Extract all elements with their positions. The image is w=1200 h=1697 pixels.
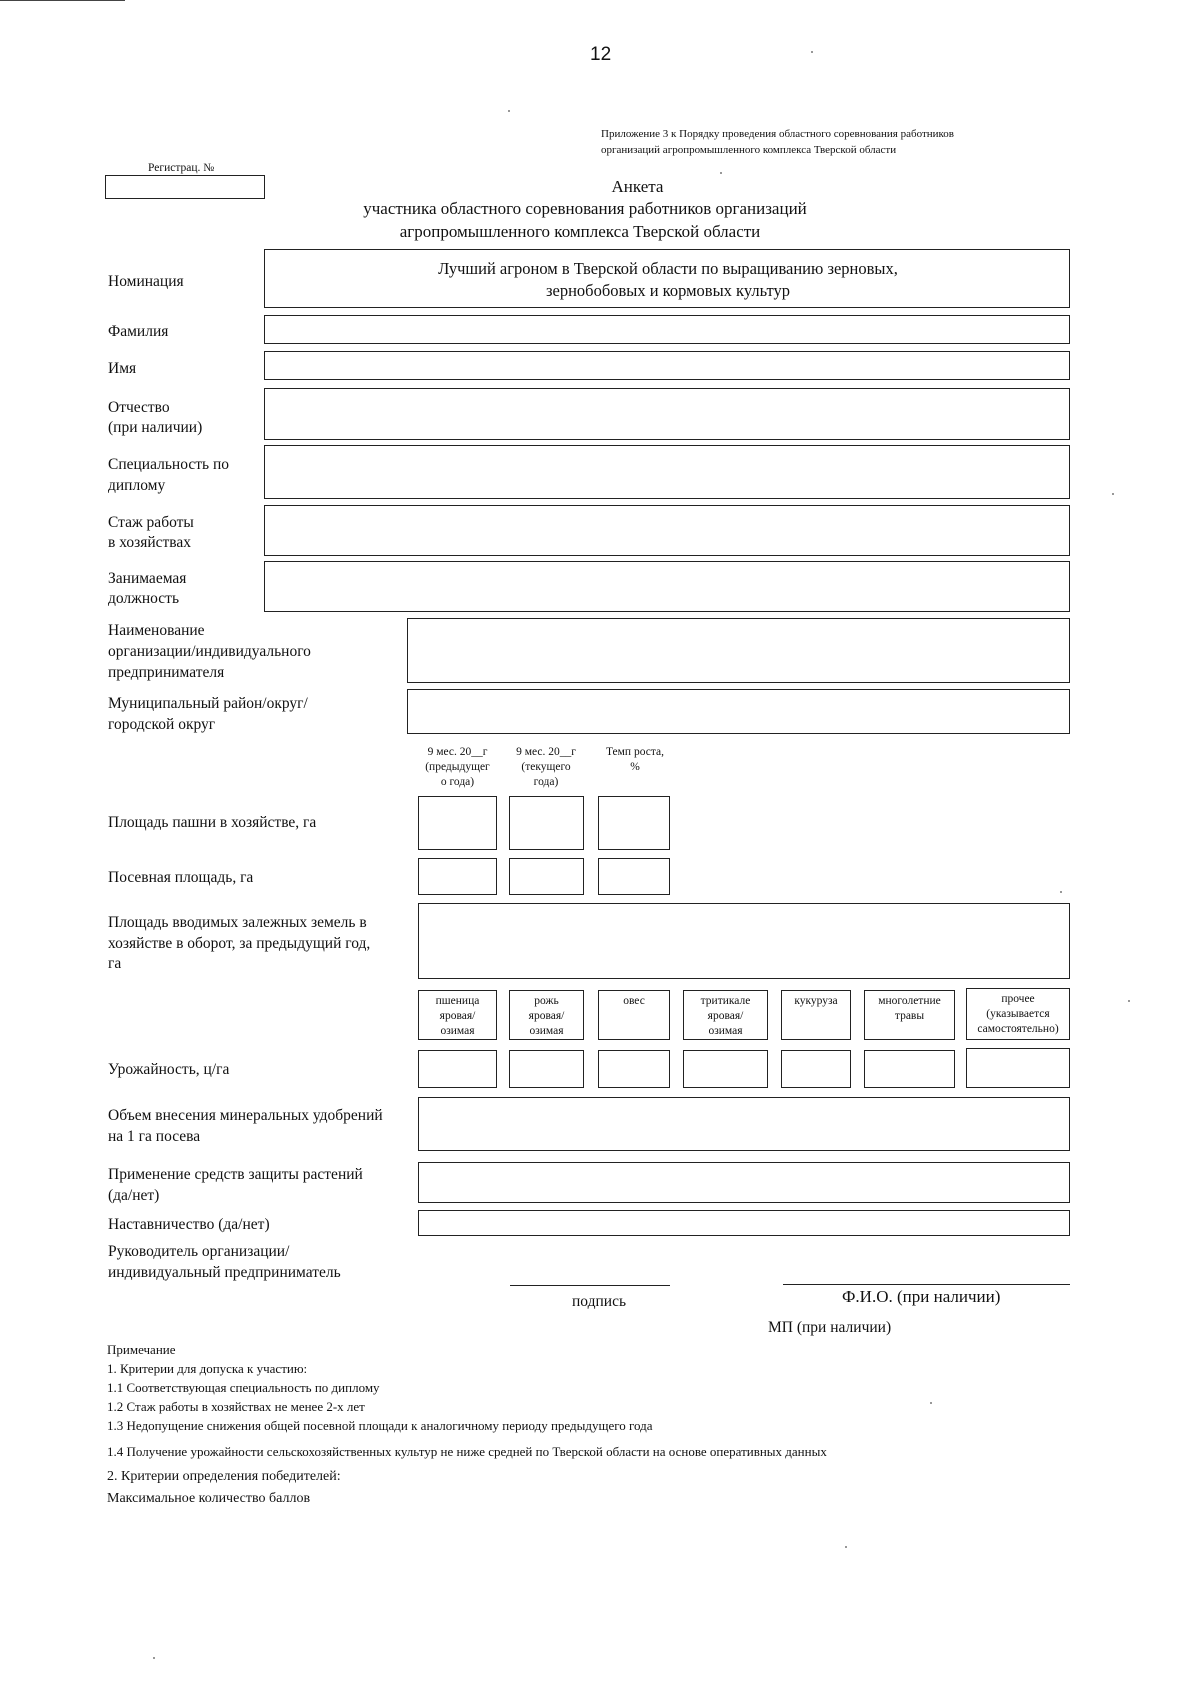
header-prev-3: о года) <box>440 776 475 788</box>
header-prev-1: 9 мес. 20__г <box>427 746 488 758</box>
fertilizer-label-2: на 1 га посева <box>108 1128 201 1145</box>
scan-speck <box>1060 891 1062 893</box>
org-label-3: предпринимателя <box>108 664 225 681</box>
crop-triticale-1: тритикале <box>700 995 751 1007</box>
crop-rye-3: озимая <box>529 1025 564 1037</box>
crop-header-rye <box>509 990 584 1040</box>
crop-other-2: (указывается <box>986 1008 1050 1020</box>
position-label-1: Занимаемая <box>108 570 187 587</box>
district-field[interactable] <box>407 689 1070 734</box>
crop-corn: кукуруза <box>794 995 838 1007</box>
name-label: Имя <box>108 360 137 377</box>
note-2-max: Максимальное количество баллов <box>107 1491 311 1506</box>
crop-oats: овес <box>623 995 645 1007</box>
yield-wheat-field[interactable] <box>418 1050 497 1088</box>
scan-edge-line <box>0 0 125 1</box>
arable-prev-field[interactable] <box>418 796 497 850</box>
crop-header-perennial <box>864 990 955 1040</box>
form-subtitle-1: участника областного соревнования работников организаций <box>363 199 807 218</box>
head-label-2: индивидуальный предприниматель <box>108 1264 341 1281</box>
yield-perennial-field[interactable] <box>864 1050 955 1088</box>
header-growth-rate <box>594 745 676 775</box>
registration-label: Регистрац. № <box>148 162 215 174</box>
form-title: Анкета <box>611 177 664 196</box>
yield-corn-field[interactable] <box>781 1050 851 1088</box>
scan-speck <box>720 172 722 174</box>
scan-speck <box>811 51 813 53</box>
org-label-1: Наименование <box>108 622 205 639</box>
position-field[interactable] <box>264 561 1070 612</box>
scan-speck <box>1128 1000 1130 1002</box>
protection-label-1: Применение средств защиты растений <box>108 1166 363 1183</box>
crop-wheat-3: озимая <box>440 1025 475 1037</box>
mentoring-label: Наставничество (да/нет) <box>108 1216 270 1233</box>
crop-triticale-3: озимая <box>708 1025 743 1037</box>
yield-label: Урожайность, ц/га <box>108 1061 230 1078</box>
scan-speck <box>508 110 510 112</box>
appendix-line-1: Приложение 3 к Порядку проведения областного соревнования работников <box>601 128 954 140</box>
nomination-field <box>264 249 1070 308</box>
sown-curr-field[interactable] <box>509 858 584 895</box>
note-2: 2. Критерии определения победителей: <box>107 1469 341 1484</box>
crop-header-oats <box>598 990 670 1040</box>
arable-area-label: Площадь пашни в хозяйстве, га <box>108 814 317 831</box>
head-label-1: Руководитель организации/ <box>108 1243 290 1260</box>
protection-field[interactable] <box>418 1162 1070 1203</box>
arable-rate-field[interactable] <box>598 796 670 850</box>
crop-rye-2: яровая/ <box>528 1010 565 1022</box>
header-curr-year <box>506 745 586 790</box>
note-1-4: 1.4 Получение урожайности сельскохозяйственных культур не ниже средней по Тверской области на основе оперативных данных <box>107 1444 827 1459</box>
yield-other-field[interactable] <box>966 1048 1070 1088</box>
nomination-value-2: зернобобовых и кормовых культур <box>546 281 790 300</box>
mentoring-field[interactable] <box>418 1210 1070 1236</box>
note-1: 1. Критерии для допуска к участию: <box>107 1361 308 1376</box>
experience-field[interactable] <box>264 505 1070 556</box>
fallow-label-1: Площадь вводимых залежных земель в <box>108 914 367 931</box>
crop-header-other <box>966 988 1070 1040</box>
organization-field[interactable] <box>407 618 1070 683</box>
header-prev-year <box>415 745 500 790</box>
header-curr-3: года) <box>533 776 559 788</box>
patronymic-field[interactable] <box>264 388 1070 440</box>
crop-rye-1: рожь <box>534 995 559 1007</box>
yield-oats-field[interactable] <box>598 1050 670 1088</box>
scan-speck <box>930 1402 932 1404</box>
surname-label: Фамилия <box>108 323 169 340</box>
protection-label-2: (да/нет) <box>108 1187 160 1204</box>
fertilizer-field[interactable] <box>418 1097 1070 1151</box>
crop-other-1: прочее <box>1001 993 1035 1005</box>
note-1-1: 1.1 Соответствующая специальность по диплому <box>107 1380 380 1395</box>
crop-perennial-1: многолетние <box>878 995 941 1007</box>
arable-curr-field[interactable] <box>509 796 584 850</box>
position-label-2: должность <box>108 590 180 607</box>
scan-speck <box>1112 493 1114 495</box>
signature-line[interactable] <box>510 1285 670 1286</box>
experience-label-2: в хозяйствах <box>108 534 192 551</box>
fio-caption: Ф.И.О. (при наличии) <box>842 1287 1001 1306</box>
crop-wheat-1: пшеница <box>435 995 480 1007</box>
surname-field[interactable] <box>264 315 1070 344</box>
header-rate-2: % <box>630 761 640 773</box>
header-curr-2: (текущего <box>521 761 571 773</box>
crop-triticale-2: яровая/ <box>707 1010 744 1022</box>
signature-caption: подпись <box>572 1293 627 1310</box>
stamp-caption: МП (при наличии) <box>768 1319 892 1336</box>
form-subtitle-2: агропромышленного комплекса Тверской области <box>399 222 761 241</box>
name-field[interactable] <box>264 351 1070 380</box>
header-prev-2: (предыдущег <box>425 761 490 773</box>
district-label-2: городской округ <box>108 716 216 733</box>
scan-speck <box>153 1657 155 1659</box>
nomination-label: Номинация <box>108 273 184 290</box>
yield-rye-field[interactable] <box>509 1050 584 1088</box>
district-label-1: Муниципальный район/округ/ <box>108 695 308 712</box>
crop-header-triticale <box>683 990 768 1040</box>
org-label-2: организации/индивидуального <box>108 643 311 660</box>
note-1-3: 1.3 Недопущение снижения общей посевной площади к аналогичному периоду предыдущего года <box>107 1418 653 1433</box>
fertilizer-label-1: Объем внесения минеральных удобрений <box>108 1107 383 1124</box>
fio-line[interactable] <box>783 1284 1070 1285</box>
crop-wheat-2: яровая/ <box>439 1010 476 1022</box>
experience-label-1: Стаж работы <box>108 514 194 531</box>
notes-title: Примечание <box>107 1342 176 1357</box>
crop-other-3: самостоятельно) <box>977 1023 1059 1035</box>
header-curr-1: 9 мес. 20__г <box>516 746 576 758</box>
fallow-lands-field[interactable] <box>418 903 1070 979</box>
sown-area-label: Посевная площадь, га <box>108 869 254 886</box>
patronymic-label-note: (при наличии) <box>108 419 203 436</box>
crop-perennial-2: травы <box>894 1010 925 1022</box>
specialty-field[interactable] <box>264 445 1070 499</box>
fallow-label-2: хозяйстве в оборот, за предыдущий год, <box>108 935 371 952</box>
appendix-line-2: организаций агропромышленного комплекса Тверской области <box>601 144 897 156</box>
scan-speck <box>845 1546 847 1548</box>
yield-triticale-field[interactable] <box>683 1050 768 1088</box>
crop-header-corn <box>781 990 851 1040</box>
nomination-value-1: Лучший агроном в Тверской области по выращиванию зерновых, <box>438 259 898 278</box>
sown-prev-field[interactable] <box>418 858 497 895</box>
note-1-2: 1.2 Стаж работы в хозяйствах не менее 2-х лет <box>107 1399 365 1414</box>
crop-header-wheat <box>418 990 497 1040</box>
specialty-label-2: диплому <box>108 477 166 494</box>
sown-rate-field[interactable] <box>598 858 670 895</box>
header-rate-1: Темп роста, <box>605 746 665 758</box>
patronymic-label: Отчество <box>108 399 170 416</box>
page-number: 12 <box>590 44 612 65</box>
specialty-label-1: Специальность по <box>108 456 229 473</box>
fallow-label-3: га <box>108 955 122 972</box>
